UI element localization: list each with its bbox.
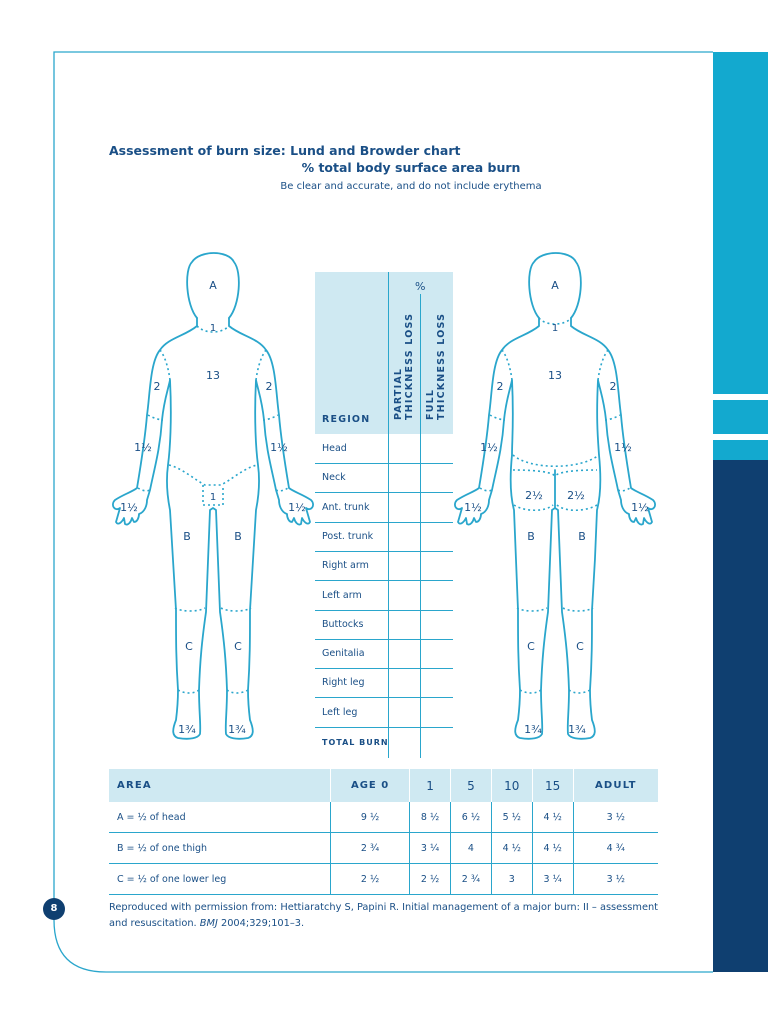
value-cell: 4 ½ <box>532 802 573 833</box>
footnote-text: Reproduced with permission from: Hettiaratchy S, Papini R. Initial management of a major burn: II – assessment and resuscitation. <box>109 902 659 929</box>
age-table-header <box>109 769 658 802</box>
region-row <box>315 434 453 464</box>
back-label-forearm-right: 1½ <box>614 441 632 454</box>
region-row-label: Buttocks <box>322 618 364 630</box>
value-cell: 3 ¼ <box>532 864 573 895</box>
partial-thickness-header: PARTIAL THICKNESS LOSS <box>393 312 415 420</box>
region-row-label: Right arm <box>322 560 369 572</box>
page-number: 8 <box>43 898 65 920</box>
percent-label: % <box>415 280 426 293</box>
back-label-buttock-right: 2½ <box>567 489 585 502</box>
front-label-hand-right: 1½ <box>288 501 306 514</box>
region-row-label: Genitalia <box>322 648 365 660</box>
area-cell: B = ½ of one thigh <box>109 833 331 864</box>
front-label-forearm-left: 1½ <box>134 441 152 454</box>
value-cell: 8 ½ <box>410 802 451 833</box>
page-title: Assessment of burn size: Lund and Browder chart <box>109 143 461 158</box>
front-label-upper-arm-left: 2 <box>153 380 161 393</box>
back-label-leg-left: C <box>527 640 535 653</box>
value-cell: 4 ½ <box>491 833 532 864</box>
footnote <box>109 900 669 932</box>
value-cell: 5 ½ <box>491 802 532 833</box>
front-label-upper-arm-right: 2 <box>265 380 273 393</box>
front-label-thigh-right: B <box>234 530 242 543</box>
region-row-label: Neck <box>322 472 346 484</box>
front-label-hand-left: 1½ <box>120 501 138 514</box>
value-cell: 2 ½ <box>331 864 410 895</box>
back-label-foot-right: 1¾ <box>568 723 586 736</box>
age-table-row <box>109 802 658 833</box>
adult-header: ADULT <box>573 769 658 802</box>
back-label-foot-left: 1¾ <box>524 723 542 736</box>
age-10-header: 10 <box>491 769 532 802</box>
back-label-neck: 1 <box>551 323 559 334</box>
region-row <box>315 698 453 728</box>
back-label-trunk: 13 <box>548 369 562 382</box>
area-cell: A = ½ of head <box>109 802 331 833</box>
region-row-label: Ant. trunk <box>322 501 370 513</box>
back-label-buttock-left: 2½ <box>525 489 543 502</box>
back-label-upper-arm-left: 2 <box>496 380 504 393</box>
age-15-header: 15 <box>532 769 573 802</box>
value-cell: 9 ½ <box>331 802 410 833</box>
front-label-genitalia: 1 <box>209 492 217 503</box>
region-header: REGION <box>322 414 371 425</box>
value-cell: 4 ½ <box>532 833 573 864</box>
value-cell: 4 ¾ <box>573 833 658 864</box>
back-label-thigh-right: B <box>578 530 586 543</box>
age-table-body <box>109 802 658 895</box>
region-row <box>315 463 453 493</box>
region-row-label: Left leg <box>322 706 358 718</box>
age-1-header: 1 <box>410 769 451 802</box>
region-row <box>315 551 453 581</box>
front-label-thigh-left: B <box>183 530 191 543</box>
value-cell: 3 ¼ <box>410 833 451 864</box>
back-label-hand-left: 1½ <box>464 501 482 514</box>
back-label-upper-arm-right: 2 <box>609 380 617 393</box>
age-table <box>109 769 658 895</box>
front-label-foot-left: 1¾ <box>178 723 196 736</box>
total-burn-row <box>315 727 453 756</box>
region-row <box>315 522 453 552</box>
back-label-head: A <box>551 279 559 292</box>
region-row <box>315 610 453 640</box>
age-0-header: AGE 0 <box>331 769 410 802</box>
front-label-trunk: 13 <box>206 369 220 382</box>
region-row-label: Head <box>322 443 347 454</box>
value-cell: 3 ½ <box>573 802 658 833</box>
total-burn-label: TOTAL BURN <box>322 738 389 747</box>
value-cell: 2 ½ <box>410 864 451 895</box>
instruction-text: Be clear and accurate, and do not include erythema <box>280 181 542 192</box>
region-row <box>315 581 453 611</box>
value-cell: 3 <box>491 864 532 895</box>
region-row-label: Post. trunk <box>322 530 374 542</box>
value-cell: 4 <box>451 833 492 864</box>
value-cell: 2 ¾ <box>331 833 410 864</box>
front-label-leg-right: C <box>234 640 242 653</box>
age-table-row <box>109 833 658 864</box>
region-row-label: Right leg <box>322 677 365 689</box>
footnote-ref: 2004;329;101–3. <box>217 918 305 929</box>
region-row <box>315 639 453 669</box>
back-label-hand-right: 1½ <box>631 501 649 514</box>
area-header: AREA <box>109 769 331 802</box>
back-label-thigh-left: B <box>527 530 535 543</box>
value-cell: 6 ½ <box>451 802 492 833</box>
back-label-forearm-left: 1½ <box>480 441 498 454</box>
full-thickness-header: FULL THICKNESS LOSS <box>425 312 447 420</box>
footnote-journal: BMJ <box>199 918 218 929</box>
front-label-neck: 1 <box>209 323 217 334</box>
region-row <box>315 668 453 698</box>
value-cell: 2 ¾ <box>451 864 492 895</box>
page-subtitle: % total body surface area burn <box>301 160 521 175</box>
front-label-forearm-right: 1½ <box>270 441 288 454</box>
age-table-row <box>109 864 658 895</box>
area-cell: C = ½ of one lower leg <box>109 864 331 895</box>
age-5-header: 5 <box>451 769 492 802</box>
back-label-leg-right: C <box>576 640 584 653</box>
value-cell: 3 ½ <box>573 864 658 895</box>
region-row <box>315 493 453 523</box>
region-row-label: Left arm <box>322 589 362 601</box>
front-label-head: A <box>209 279 217 292</box>
front-label-leg-left: C <box>185 640 193 653</box>
front-label-foot-right: 1¾ <box>228 723 246 736</box>
